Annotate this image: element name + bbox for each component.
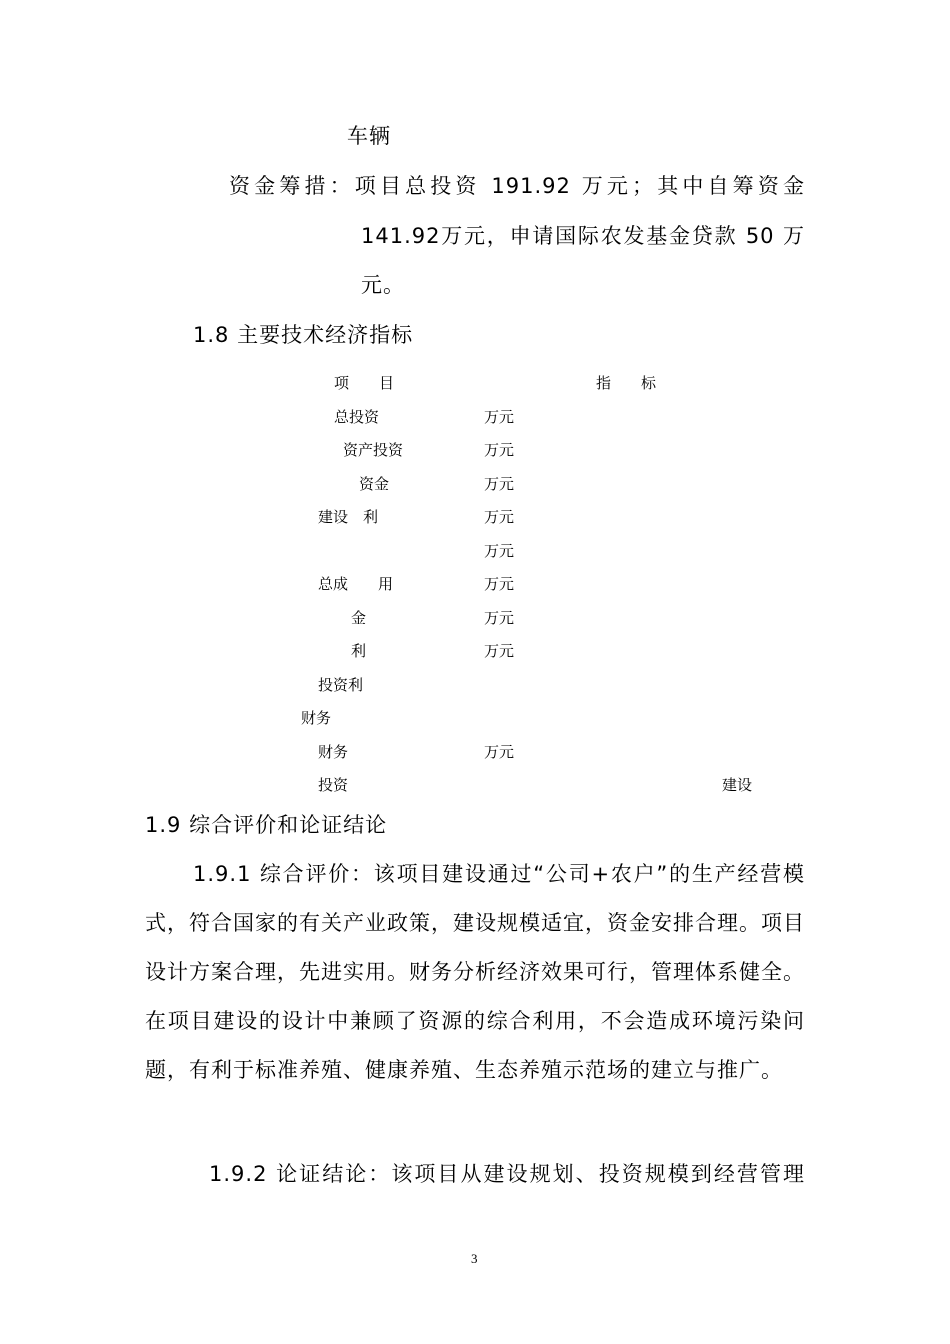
- table-row-item: 资产投资: [343, 441, 404, 459]
- table-row-item: 投资利: [318, 676, 364, 694]
- paragraph-1-9-1: 1.9.1 综合评价：该项目建设通过“公司+农户”的生产经营模式，符合国家的有关产业政策，建设规模适宜，资金安排合理。项目设计方案合理，先进实用。财务分析经济效果可行，管理体系健全。在项目建设的设计中兼顾了资源的综合利用，不会造成环境污染问题，有利于标准养殖、健康养殖、生态养殖示范场的建立与推广。: [145, 862, 805, 1082]
- table-row-unit: 万元: [484, 609, 515, 627]
- table-row-item: 金: [351, 609, 367, 627]
- paragraph-1-9-2: 1.9.2 论证结论：该项目从建设规划、投资规模到经营管理: [209, 1162, 805, 1186]
- funding-line-2: 141.92万元，申请国际农发基金贷款 50 万: [361, 224, 805, 248]
- section-1-9-title: 1.9 综合评价和论证结论: [145, 813, 388, 837]
- table-row-item: 投资: [318, 776, 349, 794]
- table-row-unit: 万元: [484, 441, 515, 459]
- table-row-item: 建设 利: [318, 508, 379, 526]
- table-row-indicator: 建设: [722, 776, 753, 794]
- table-row-item: 资金: [359, 475, 390, 493]
- table-row-unit: 万元: [484, 642, 515, 660]
- table-row-unit: 万元: [484, 575, 515, 593]
- funding-line-3: 元。: [361, 273, 405, 297]
- table-row-item: 财务: [318, 743, 349, 761]
- table-row-item: 总投资: [334, 408, 380, 426]
- vehicle-line: 车辆: [347, 124, 391, 148]
- section-1-8-title: 1.8 主要技术经济指标: [193, 323, 414, 347]
- table-row-unit: 万元: [484, 508, 515, 526]
- table-row-item: 财务: [301, 709, 332, 727]
- table-row-item: 利: [351, 642, 367, 660]
- table-row-unit: 万元: [484, 475, 515, 493]
- table-header-indicator: 指 标: [596, 374, 657, 392]
- page-number: 3: [471, 1251, 478, 1266]
- table-row-unit: 万元: [484, 408, 515, 426]
- table-row-unit: 万元: [484, 743, 515, 761]
- table-row-unit: 万元: [484, 542, 515, 560]
- funding-line-1: 资金筹措：项目总投资 191.92 万元；其中自筹资金: [229, 174, 805, 198]
- table-header-item: 项 目: [334, 374, 395, 392]
- table-row-item: 总成 用: [318, 575, 394, 593]
